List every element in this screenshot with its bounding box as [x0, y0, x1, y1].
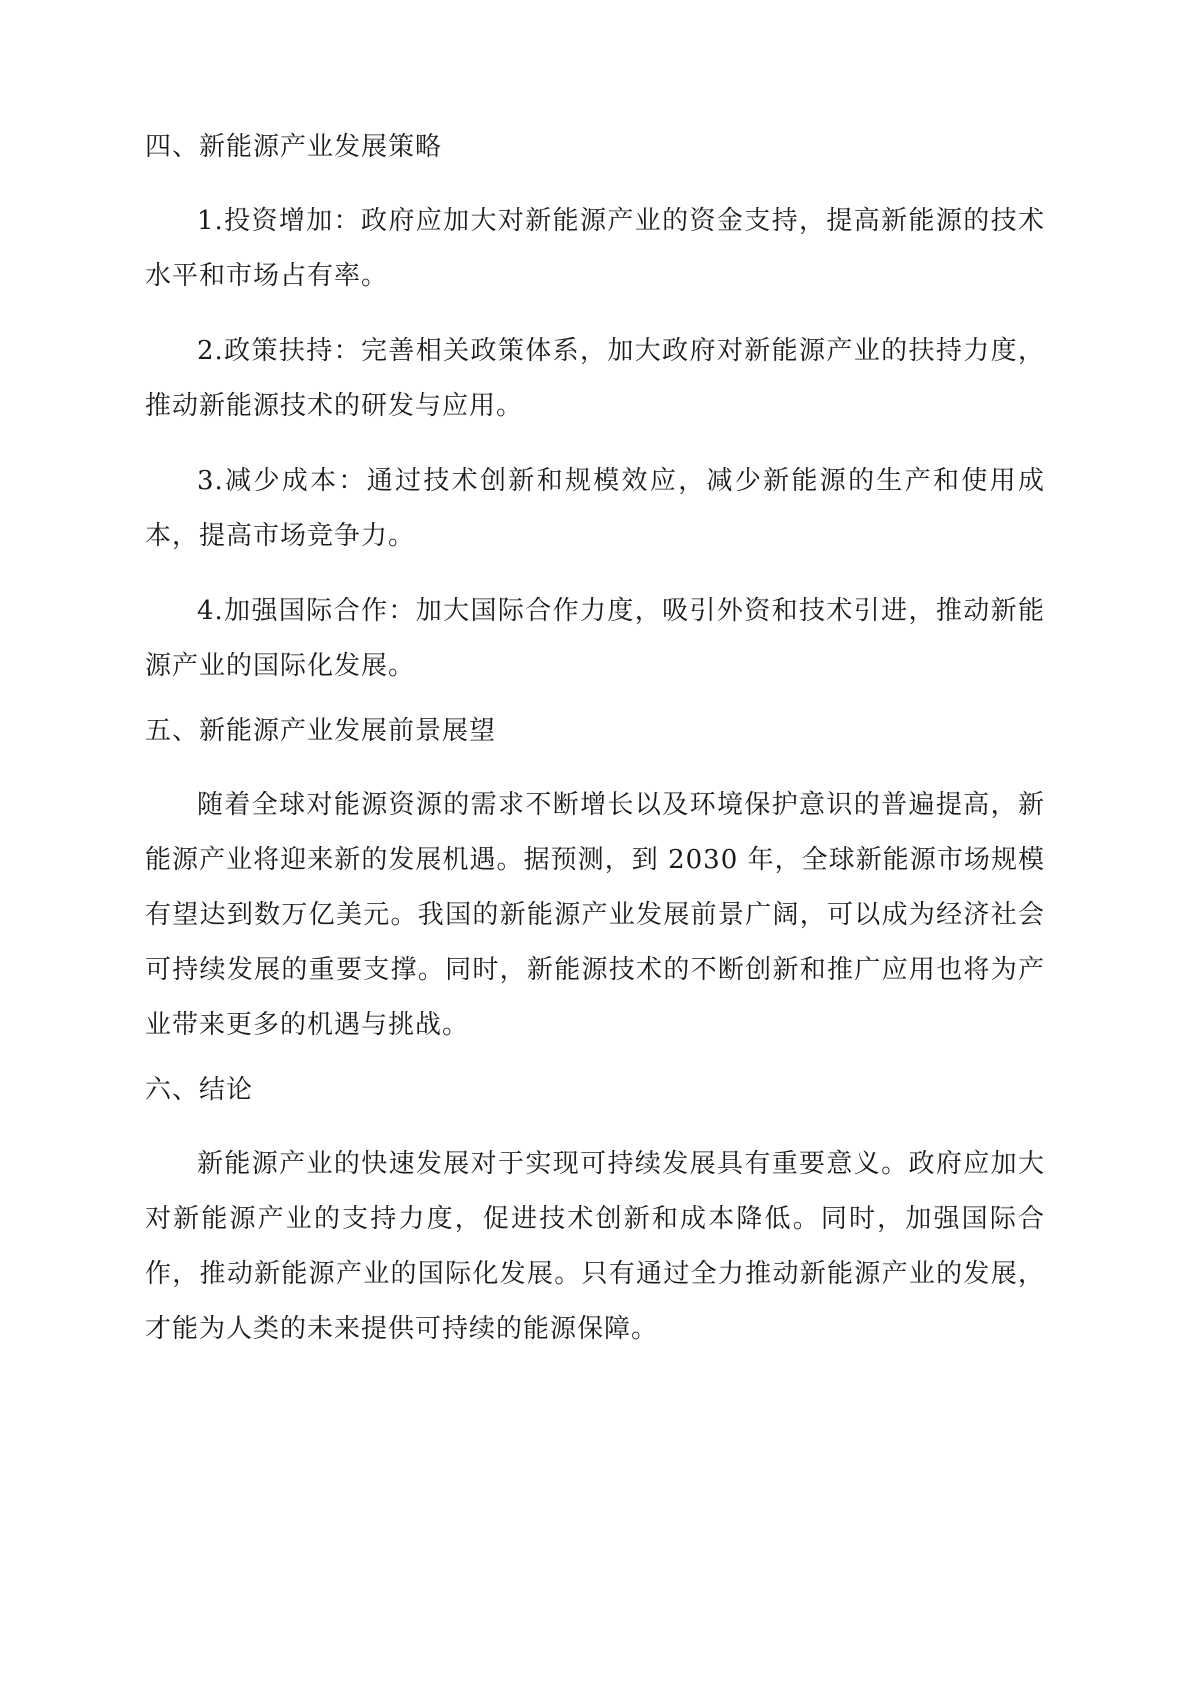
- section-heading-conclusion: 六、结论: [145, 1075, 254, 1105]
- paragraph-outlook: 随着全球对能源资源的需求不断增长以及环境保护意识的普遍提高，新能源产业将迎来新的发展机遇。据预测，到 2030 年，全球新能源市场规模有望达到数万亿美元。我国的新能源产业发展前景广阔，可以成为经济社会可持续发展的重要支撑。同时，新能源技术的不断创新和推广应用也将为产业带来更多的机遇与挑战。: [145, 790, 1045, 1040]
- section-heading-outlook: 五、新能源产业发展前景展望: [145, 716, 497, 746]
- paragraph-international-cooperation: 4.加强国际合作：加大国际合作力度，吸引外资和技术引进，推动新能源产业的国际化发展。: [145, 596, 1045, 681]
- paragraph-conclusion: 新能源产业的快速发展对于实现可持续发展具有重要意义。政府应加大对新能源产业的支持力度，促进技术创新和成本降低。同时，加强国际合作，推动新能源产业的国际化发展。只有通过全力推动新能源产业的发展，才能为人类的未来提供可持续的能源保障。: [145, 1149, 1045, 1344]
- paragraph-cost-reduction: 3.减少成本：通过技术创新和规模效应，减少新能源的生产和使用成本，提高市场竞争力。: [145, 466, 1045, 551]
- paragraph-investment: 1.投资增加：政府应加大对新能源产业的资金支持，提高新能源的技术水平和市场占有率。: [145, 206, 1045, 291]
- section-heading-strategies: 四、新能源产业发展策略: [145, 132, 443, 162]
- paragraph-policy-support: 2.政策扶持：完善相关政策体系，加大政府对新能源产业的扶持力度，推动新能源技术的研发与应用。: [145, 336, 1045, 421]
- document-body: [145, 130, 1045, 1377]
